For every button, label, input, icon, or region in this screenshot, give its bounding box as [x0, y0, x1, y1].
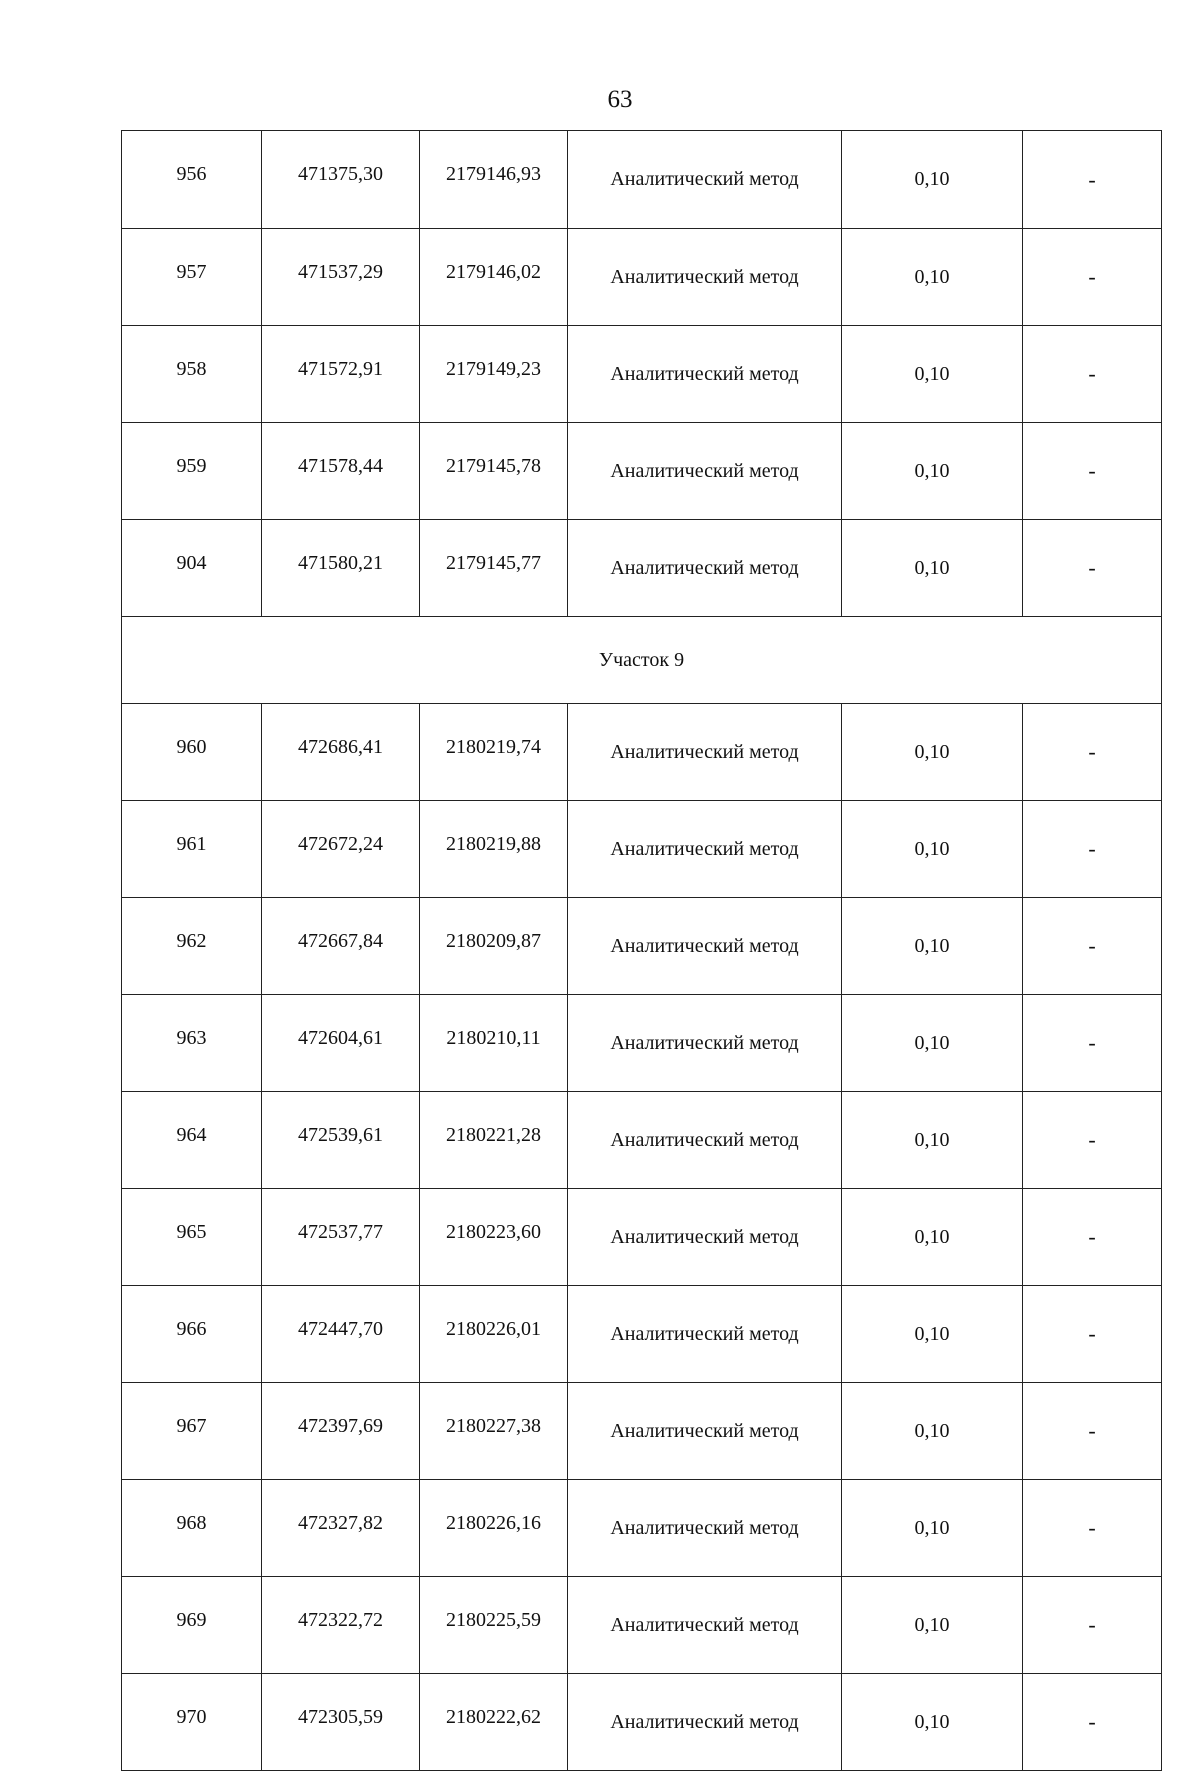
table-row	[122, 131, 1162, 229]
table-row	[122, 704, 1162, 801]
description-cell: -	[1023, 801, 1162, 898]
description-cell: -	[1023, 520, 1162, 617]
coordinates-table	[121, 130, 1162, 1771]
description-cell: -	[1023, 1383, 1162, 1480]
y-coordinate-cell: 2180210,11	[420, 995, 568, 1092]
precision-cell: 0,10	[842, 898, 1023, 995]
precision-cell: 0,10	[842, 229, 1023, 326]
description-cell: -	[1023, 995, 1162, 1092]
y-coordinate-cell: 2180219,88	[420, 801, 568, 898]
section-row	[122, 617, 1162, 704]
table-row	[122, 1189, 1162, 1286]
description-cell: -	[1023, 898, 1162, 995]
point-number-cell: 961	[122, 801, 262, 898]
precision-cell: 0,10	[842, 995, 1023, 1092]
method-cell: Аналитический метод	[568, 1480, 842, 1577]
method-cell: Аналитический метод	[568, 898, 842, 995]
table-row	[122, 326, 1162, 423]
description-cell: -	[1023, 1577, 1162, 1674]
y-coordinate-cell: 2179145,77	[420, 520, 568, 617]
method-cell: Аналитический метод	[568, 229, 842, 326]
x-coordinate-cell: 471572,91	[262, 326, 420, 423]
y-coordinate-cell: 2180209,87	[420, 898, 568, 995]
description-cell: -	[1023, 229, 1162, 326]
x-coordinate-cell: 472672,24	[262, 801, 420, 898]
point-number-cell: 958	[122, 326, 262, 423]
x-coordinate-cell: 472539,61	[262, 1092, 420, 1189]
precision-cell: 0,10	[842, 1674, 1023, 1771]
point-number-cell: 970	[122, 1674, 262, 1771]
point-number-cell: 956	[122, 131, 262, 229]
method-cell: Аналитический метод	[568, 1577, 842, 1674]
x-coordinate-cell: 472305,59	[262, 1674, 420, 1771]
precision-cell: 0,10	[842, 704, 1023, 801]
description-cell: -	[1023, 1189, 1162, 1286]
x-coordinate-cell: 472686,41	[262, 704, 420, 801]
x-coordinate-cell: 472397,69	[262, 1383, 420, 1480]
section-title: Участок 9	[122, 617, 1162, 704]
precision-cell: 0,10	[842, 423, 1023, 520]
table-row	[122, 1674, 1162, 1771]
precision-cell: 0,10	[842, 1577, 1023, 1674]
method-cell: Аналитический метод	[568, 423, 842, 520]
x-coordinate-cell: 471578,44	[262, 423, 420, 520]
y-coordinate-cell: 2180227,38	[420, 1383, 568, 1480]
coordinates-table-body	[122, 131, 1162, 1771]
point-number-cell: 962	[122, 898, 262, 995]
y-coordinate-cell: 2180226,16	[420, 1480, 568, 1577]
y-coordinate-cell: 2180219,74	[420, 704, 568, 801]
table-row	[122, 1286, 1162, 1383]
description-cell: -	[1023, 1480, 1162, 1577]
method-cell: Аналитический метод	[568, 704, 842, 801]
point-number-cell: 957	[122, 229, 262, 326]
point-number-cell: 966	[122, 1286, 262, 1383]
precision-cell: 0,10	[842, 1189, 1023, 1286]
table-row	[122, 898, 1162, 995]
description-cell: -	[1023, 704, 1162, 801]
method-cell: Аналитический метод	[568, 1674, 842, 1771]
precision-cell: 0,10	[842, 1286, 1023, 1383]
precision-cell: 0,10	[842, 131, 1023, 229]
precision-cell: 0,10	[842, 801, 1023, 898]
method-cell: Аналитический метод	[568, 1286, 842, 1383]
description-cell: -	[1023, 1092, 1162, 1189]
table-row	[122, 995, 1162, 1092]
y-coordinate-cell: 2180222,62	[420, 1674, 568, 1771]
point-number-cell: 964	[122, 1092, 262, 1189]
point-number-cell: 965	[122, 1189, 262, 1286]
y-coordinate-cell: 2180221,28	[420, 1092, 568, 1189]
description-cell: -	[1023, 326, 1162, 423]
y-coordinate-cell: 2180225,59	[420, 1577, 568, 1674]
point-number-cell: 968	[122, 1480, 262, 1577]
table-row	[122, 1383, 1162, 1480]
method-cell: Аналитический метод	[568, 1189, 842, 1286]
method-cell: Аналитический метод	[568, 520, 842, 617]
y-coordinate-cell: 2179145,78	[420, 423, 568, 520]
method-cell: Аналитический метод	[568, 995, 842, 1092]
method-cell: Аналитический метод	[568, 1092, 842, 1189]
point-number-cell: 969	[122, 1577, 262, 1674]
point-number-cell: 904	[122, 520, 262, 617]
table-row	[122, 229, 1162, 326]
y-coordinate-cell: 2179149,23	[420, 326, 568, 423]
table-row	[122, 423, 1162, 520]
point-number-cell: 967	[122, 1383, 262, 1480]
table-row	[122, 801, 1162, 898]
y-coordinate-cell: 2180226,01	[420, 1286, 568, 1383]
table-row	[122, 1480, 1162, 1577]
table-row	[122, 1092, 1162, 1189]
precision-cell: 0,10	[842, 1092, 1023, 1189]
description-cell: -	[1023, 423, 1162, 520]
x-coordinate-cell: 472327,82	[262, 1480, 420, 1577]
method-cell: Аналитический метод	[568, 326, 842, 423]
method-cell: Аналитический метод	[568, 131, 842, 229]
precision-cell: 0,10	[842, 1383, 1023, 1480]
x-coordinate-cell: 471375,30	[262, 131, 420, 229]
point-number-cell: 963	[122, 995, 262, 1092]
x-coordinate-cell: 472667,84	[262, 898, 420, 995]
x-coordinate-cell: 472537,77	[262, 1189, 420, 1286]
y-coordinate-cell: 2179146,02	[420, 229, 568, 326]
description-cell: -	[1023, 131, 1162, 229]
description-cell: -	[1023, 1674, 1162, 1771]
page-number: 63	[607, 86, 633, 113]
precision-cell: 0,10	[842, 326, 1023, 423]
x-coordinate-cell: 472322,72	[262, 1577, 420, 1674]
description-cell: -	[1023, 1286, 1162, 1383]
table-row	[122, 1577, 1162, 1674]
y-coordinate-cell: 2180223,60	[420, 1189, 568, 1286]
x-coordinate-cell: 472447,70	[262, 1286, 420, 1383]
method-cell: Аналитический метод	[568, 1383, 842, 1480]
x-coordinate-cell: 471537,29	[262, 229, 420, 326]
precision-cell: 0,10	[842, 1480, 1023, 1577]
point-number-cell: 960	[122, 704, 262, 801]
precision-cell: 0,10	[842, 520, 1023, 617]
y-coordinate-cell: 2179146,93	[420, 131, 568, 229]
x-coordinate-cell: 472604,61	[262, 995, 420, 1092]
point-number-cell: 959	[122, 423, 262, 520]
x-coordinate-cell: 471580,21	[262, 520, 420, 617]
method-cell: Аналитический метод	[568, 801, 842, 898]
table-row	[122, 520, 1162, 617]
